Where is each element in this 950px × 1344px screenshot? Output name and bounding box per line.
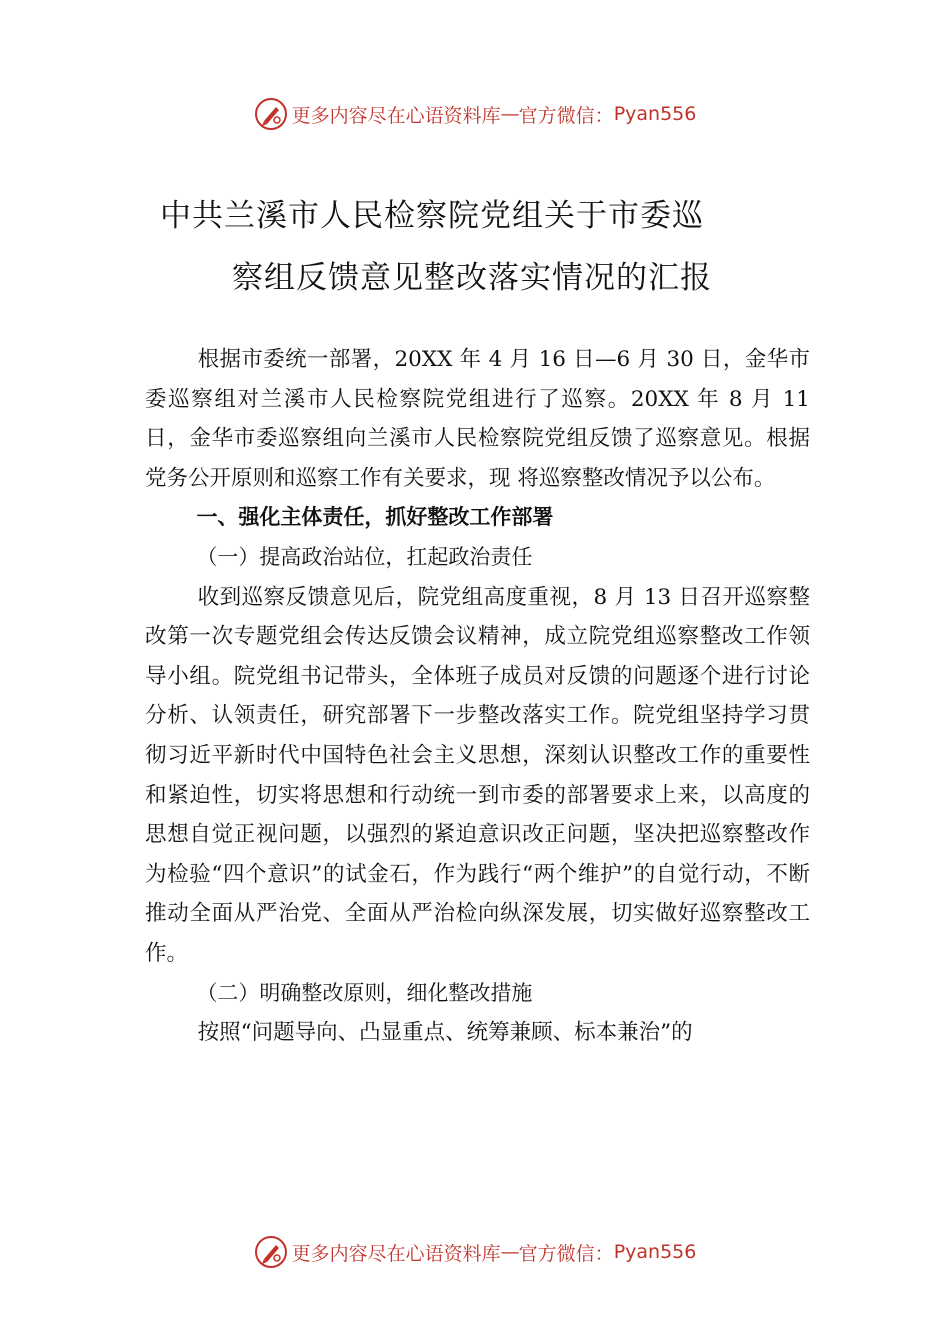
pen-nib-logo-icon [254,97,288,131]
banner-wechat-label: 官方微信： [518,104,614,127]
banner-brand-text: 更多内容尽在心语资料库 [291,104,501,127]
banner-separator: — [500,103,519,125]
intro-paragraph: 根据市委统一部署，20XX 年 4 月 16 日—6 月 30 日，金华市委巡察组对兰溪市人民检察院党组进行了巡察。20XX 年 8 月 11 日，金华市委巡察组向兰溪市人民检察院党组反馈了巡察意见。根据党务公开原则和巡察工作有关要求，现 将巡察整改情况予以公布。 [145,347,810,491]
banner-separator: — [500,1241,519,1263]
banner-brand-text: 更多内容尽在心语资料库 [291,1242,501,1265]
document-title-line-2: 察组反馈意见整改落实情况的汇报 [232,260,712,296]
footer-watermark-banner [0,1232,950,1272]
document-body [145,340,810,1053]
subsection-heading-2: （二）明确整改原则，细化整改措施 [196,980,533,1005]
document-title-line-1: 中共兰溪市人民检察院党组关于市委巡 [160,198,704,234]
pen-nib-logo-icon [254,1235,288,1269]
banner-wechat-id: Pyan556 [613,103,697,125]
section-heading-1: 一、强化主体责任，抓好整改工作部署 [196,505,554,530]
header-watermark-banner [0,94,950,134]
banner-wechat-id: Pyan556 [613,1241,697,1263]
body-paragraph-3: 按照“问题导向、凸显重点、统筹兼顾、标本兼治”的 [197,1020,693,1046]
subsection-heading-1: （一）提高政治站位，扛起政治责任 [196,544,533,569]
body-paragraph-2: 收到巡察反馈意见后，院党组高度重视，8 月 13 日召开巡察整改第一次专题党组会传达反馈会议精神，成立院党组巡察整改工作领导小组。院党组书记带头，全体班子成员对反馈的问题逐个进行讨论分析、认领责任，研究部署下一步整改落实工作。院党组坚持学习贯彻习近平新时代中国特色社会主义思想，深刻认识整改工作的重要性和紧迫性，切实将思想和行动统一到市委的部署要求上来，以高度的思想自觉正视问题，以强烈的紧迫意识改正问题，坚决把巡察整改作为检验“四个意识”的试金石，作为践行“两个维护”的自觉行动，不断推动全面从严治党、全面从严治检向纵深发展，切实做好巡察整改工作。 [145,584,810,966]
banner-wechat-label: 官方微信： [518,1242,614,1265]
